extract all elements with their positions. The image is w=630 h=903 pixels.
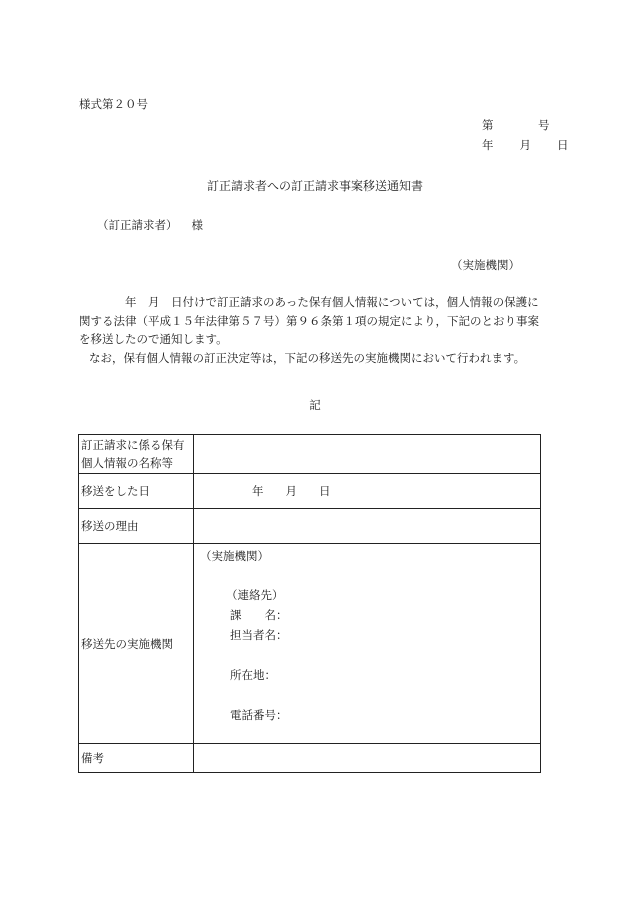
body-line: を移送したので通知します。 [79,332,228,346]
item-name-value [194,435,541,474]
transfer-date-month: 月 [285,484,297,498]
destination-org-label: 移送先の実施機関 [79,544,194,744]
destination-address-label: 所在地： [230,668,276,682]
remarks-label: 備考 [79,744,194,773]
table-row [79,744,541,773]
destination-person-label: 担当者名： [230,628,288,642]
table-row [79,509,541,544]
transfer-date-value [194,474,541,509]
document-number-suffix: 号 [538,118,550,132]
transfer-details-table [78,434,541,773]
document-date [482,138,569,152]
destination-phone-label: 電話番号： [230,708,288,722]
table-row [79,474,541,509]
addressee-honorific: 様 [191,218,203,232]
item-name-label-line2: 個人情報の名称等 [81,456,173,470]
form-number: 様式第２０号 [79,97,148,111]
destination-section-label: 課 名： [230,608,288,622]
document-number-prefix: 第 [482,118,494,132]
item-name-label-line1: 訂正請求に係る保有 [81,438,185,452]
remarks-value [194,744,541,773]
transfer-reason-value [194,509,541,544]
addressee [97,218,203,232]
transfer-reason-label: 移送の理由 [79,509,194,544]
item-name-label [79,435,194,474]
table-row [79,544,541,744]
transfer-date-label: 移送をした日 [79,474,194,509]
document-title: 訂正請求者への訂正請求事案移送通知書 [206,179,423,193]
sender-organization: （実施機関） [451,258,520,272]
transfer-date-day: 日 [319,484,331,498]
body-line: 年 月 日付けで訂正請求のあった保有個人情報については，個人情報の保護に [125,295,539,309]
table-row [79,435,541,474]
date-day: 日 [557,138,569,152]
destination-org-name-label: （実施機関） [200,549,269,563]
notice-body [79,293,554,367]
addressee-name: （訂正請求者） [97,218,178,232]
destination-org-value [194,544,541,744]
ki-heading: 記 [309,398,321,412]
date-year: 年 [482,138,494,152]
body-line: 関する法律（平成１５年法律第５７号）第９６条第１項の規定により，下記のとおり事案 [79,313,539,328]
date-month: 月 [519,138,531,152]
body-line: なお，保有個人情報の訂正決定等は，下記の移送先の実施機関において行われます。 [89,350,526,365]
document-number [482,118,550,132]
destination-contact-label: （連絡先） [226,588,284,602]
transfer-date-year: 年 [252,484,264,498]
